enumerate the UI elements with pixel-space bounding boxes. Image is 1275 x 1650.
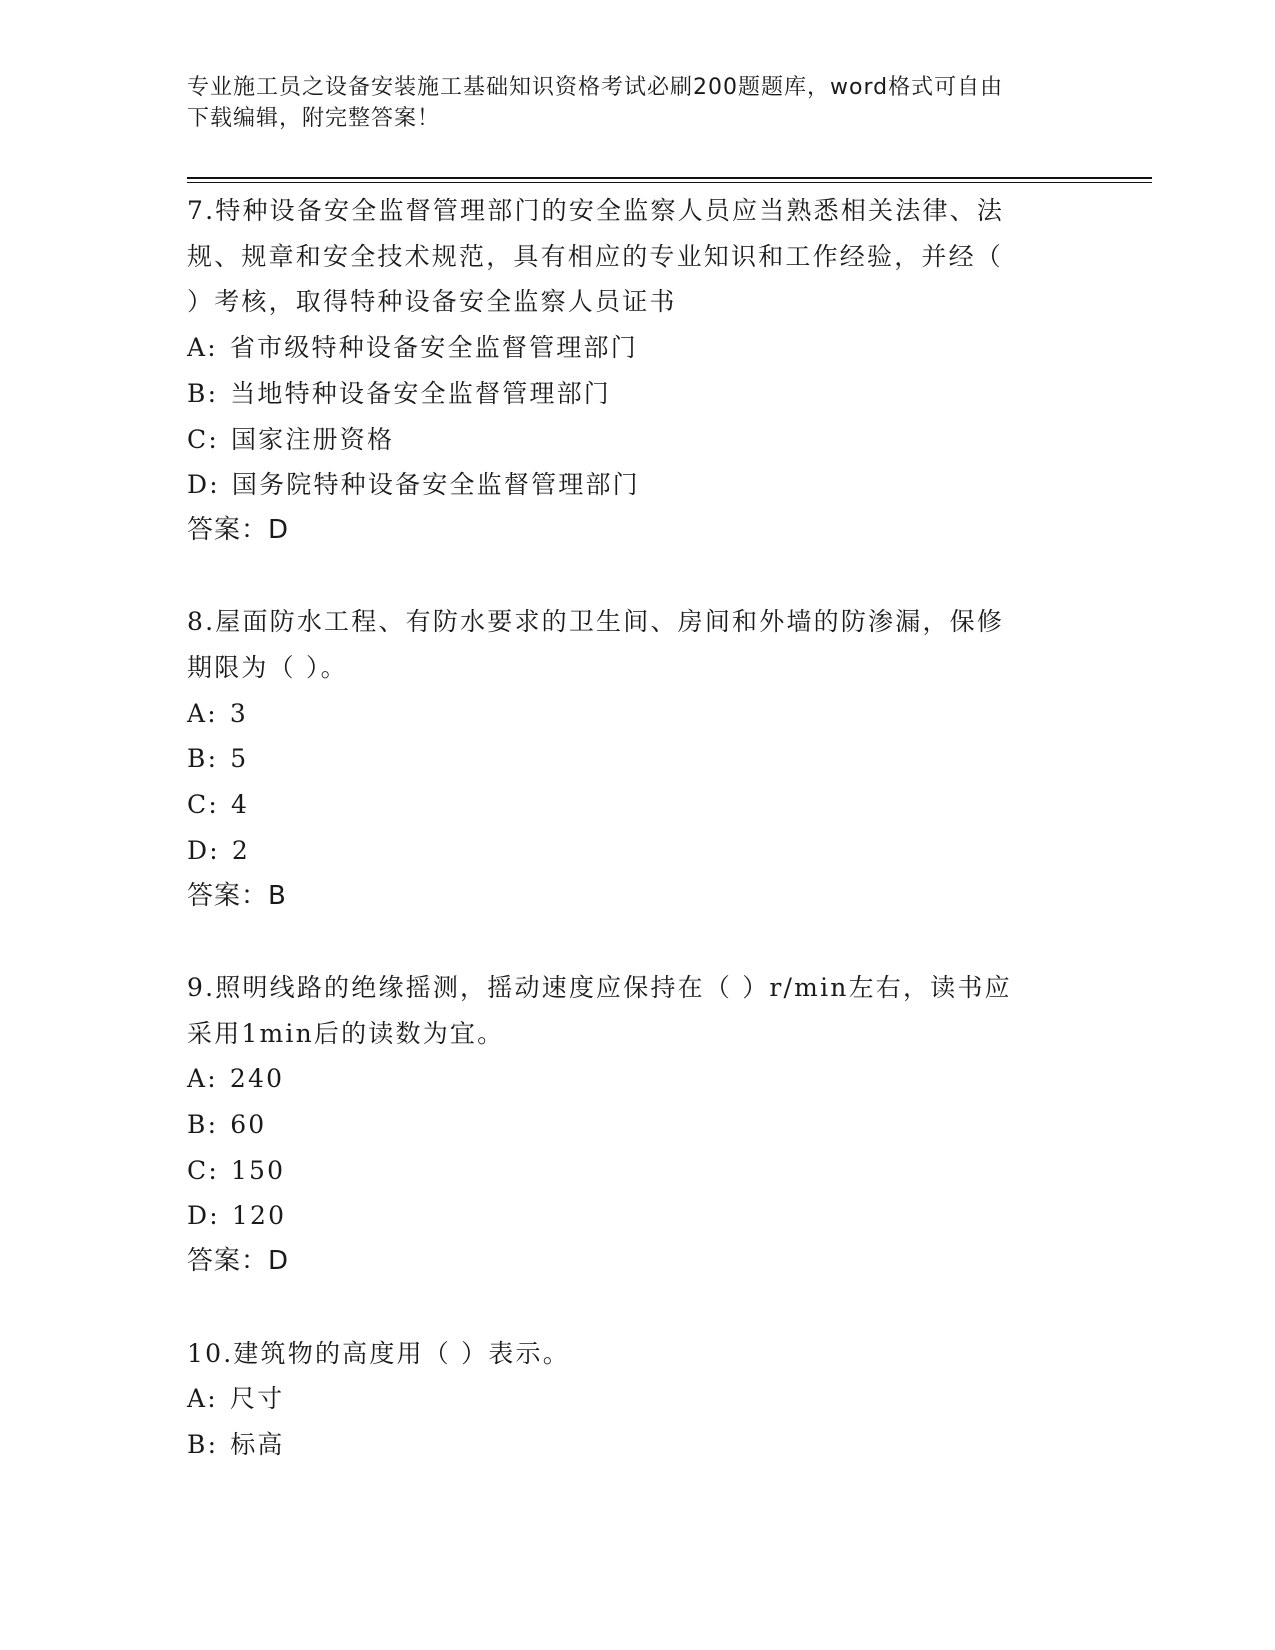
question-text-line: ）考核，取得特种设备安全监察人员证书 [187, 287, 677, 317]
answer-line: 答案：D [187, 1246, 290, 1277]
option-text: 3 [229, 698, 248, 728]
question-text-line: 规、规章和安全技术规范，具有相应的专业知识和工作经验，并经（ [187, 241, 1004, 271]
option-key: B: [187, 1429, 219, 1459]
question-text-line: 8.屋面防水工程、有防水要求的卫生间、房间和外墙的防渗漏，保修 [187, 607, 1005, 637]
answer-line: 答案：B [187, 880, 287, 911]
option-key: C: [187, 424, 219, 454]
option-text: 省市级特种设备安全监督管理部门 [229, 333, 638, 363]
option-key: B: [187, 744, 219, 774]
option-text: 标高 [230, 1429, 285, 1459]
question-text-line: 10.建筑物的高度用（ ）表示。 [187, 1338, 570, 1368]
option-d [187, 462, 1087, 508]
option-text: 120 [231, 1201, 287, 1231]
question-9 [187, 965, 1087, 1285]
option-a [187, 1056, 1087, 1102]
option-d [187, 828, 1087, 874]
question-10 [187, 1331, 1087, 1468]
option-a [187, 325, 1087, 371]
option-key: A: [187, 333, 218, 363]
answer-line: 答案：D [187, 514, 290, 545]
option-b [187, 1422, 1087, 1468]
question-list [187, 188, 1087, 1468]
option-text: 2 [231, 835, 250, 865]
option-key: A: [187, 698, 218, 728]
header-line-2: 下载编辑，附完整答案！ [187, 106, 441, 131]
question-8 [187, 599, 1087, 919]
option-a [187, 691, 1087, 737]
option-key: C: [187, 1155, 219, 1185]
question-text-line: 7.特种设备安全监督管理部门的安全监察人员应当熟悉相关法律、法 [187, 196, 1005, 225]
option-c [187, 1148, 1087, 1194]
option-b [187, 736, 1087, 782]
header-rule-thick [187, 177, 1152, 179]
option-key: D: [187, 470, 220, 500]
question-7 [187, 188, 1087, 554]
option-key: A: [187, 1064, 218, 1094]
question-text-line: 采用1min后的读数为宜。 [187, 1018, 505, 1048]
option-c [187, 417, 1087, 463]
option-key: C: [187, 790, 219, 820]
header-line-1: 专业施工员之设备安装施工基础知识资格考试必刷200题题库，word格式可自由 [187, 75, 1004, 100]
option-text: 当地特种设备安全监督管理部门 [230, 378, 612, 408]
option-text: 国家注册资格 [230, 424, 395, 454]
option-b [187, 371, 1087, 417]
question-text-line: 9.照明线路的绝缘摇测，摇动速度应保持在（ ）r/min左右，读书应 [187, 972, 1012, 1002]
option-c [187, 782, 1087, 828]
option-b [187, 1102, 1087, 1148]
option-text: 4 [230, 790, 250, 820]
option-key: B: [187, 1110, 219, 1140]
option-text: 国务院特种设备安全监督管理部门 [231, 470, 640, 500]
option-text: 240 [229, 1064, 285, 1094]
question-spacer [187, 554, 1087, 600]
option-d [187, 1193, 1087, 1239]
option-key: B: [187, 378, 219, 408]
option-text: 尺寸 [229, 1384, 285, 1414]
header-rule-thin [187, 182, 1152, 183]
option-key: D: [187, 1201, 220, 1231]
option-a [187, 1376, 1087, 1422]
option-text: 150 [230, 1155, 286, 1185]
question-spacer [187, 1285, 1087, 1331]
question-text-line: 期限为（ ）。 [187, 653, 348, 683]
question-spacer [187, 919, 1087, 965]
option-key: A: [187, 1384, 218, 1414]
option-text: 5 [230, 744, 249, 774]
option-key: D: [187, 835, 220, 865]
document-header [187, 72, 1087, 134]
option-text: 60 [230, 1110, 267, 1140]
